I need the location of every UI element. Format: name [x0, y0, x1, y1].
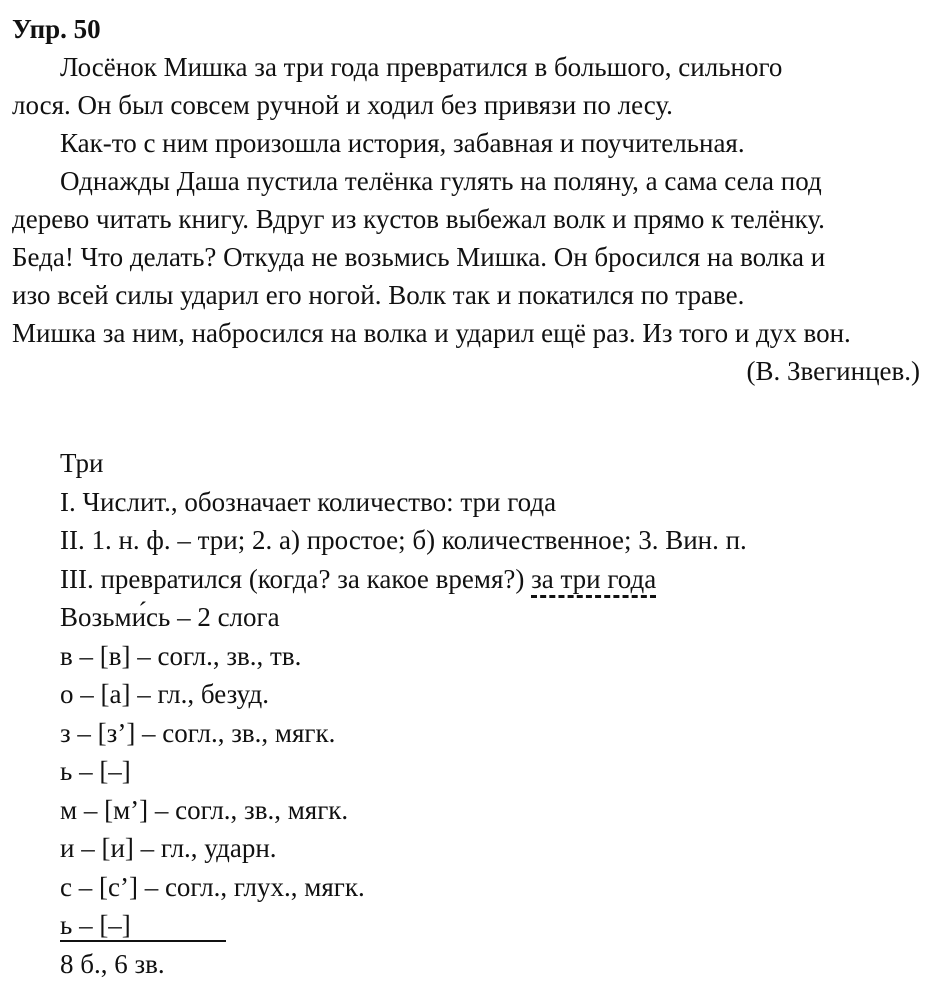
phonetic-letter: в – [в] – согл., зв., тв.	[60, 637, 747, 676]
analysis-word: Три	[60, 444, 747, 483]
phonetic-summary: 8 б., 6 зв.	[60, 945, 747, 983]
analysis-part-1: I. Числит., обозначает количество: три года	[60, 483, 747, 522]
text-line: Мишка за ним, набросился на волка и ударил ещё раз. Из того и дух вон.	[12, 314, 934, 352]
text-line: изо всей силы ударил его ногой. Волк так и покатился по траве.	[12, 276, 934, 314]
text-line: Однажды Даша пустила телёнка гулять на поляну, а сама села под	[12, 162, 934, 200]
phonetic-letter: с – [с’] – согл., глух., мягк.	[60, 868, 747, 907]
word-analysis	[60, 444, 747, 983]
analysis-part-3-text: III. превратился (когда? за какое время?)	[60, 564, 531, 594]
analysis-part-2: II. 1. н. ф. – три; 2. а) простое; б) количественное; 3. Вин. п.	[60, 521, 747, 560]
phonetic-letter: з – [з’] – согл., зв., мягк.	[60, 714, 747, 753]
text-line: Беда! Что делать? Откуда не возьмись Мишка. Он бросился на волка и	[12, 238, 934, 276]
text-line: лося. Он был совсем ручной и ходил без привязи по лесу.	[12, 86, 934, 124]
text-paragraph-3	[12, 162, 934, 352]
exercise-title: Упр. 50	[12, 14, 101, 44]
text-author: (В. Звегинцев.)	[747, 352, 921, 390]
phonetic-letter: ь – [–]	[60, 752, 747, 791]
phonetic-letter: м – [м’] – согл., зв., мягк.	[60, 791, 747, 830]
analysis-part-3	[60, 560, 747, 599]
phonetic-letter: о – [а] – гл., безуд.	[60, 675, 747, 714]
phonetic-last-letter-row	[60, 906, 747, 945]
text-paragraph-1	[12, 48, 934, 124]
analysis-part-3-underlined: за три года	[531, 564, 656, 598]
text-paragraph-2	[12, 124, 934, 162]
text-line: дерево читать книгу. Вдруг из кустов выбежал волк и прямо к телёнку.	[12, 200, 934, 238]
text-line: Как-то с ним произошла история, забавная и поучительная.	[12, 124, 934, 162]
phonetic-letter: и – [и] – гл., ударн.	[60, 829, 747, 868]
phonetic-header: Возьми́сь – 2 слога	[60, 598, 747, 637]
phonetic-last-letter: ь – [–]	[60, 910, 226, 942]
text-line: Лосёнок Мишка за три года превратился в большого, сильного	[12, 48, 934, 86]
